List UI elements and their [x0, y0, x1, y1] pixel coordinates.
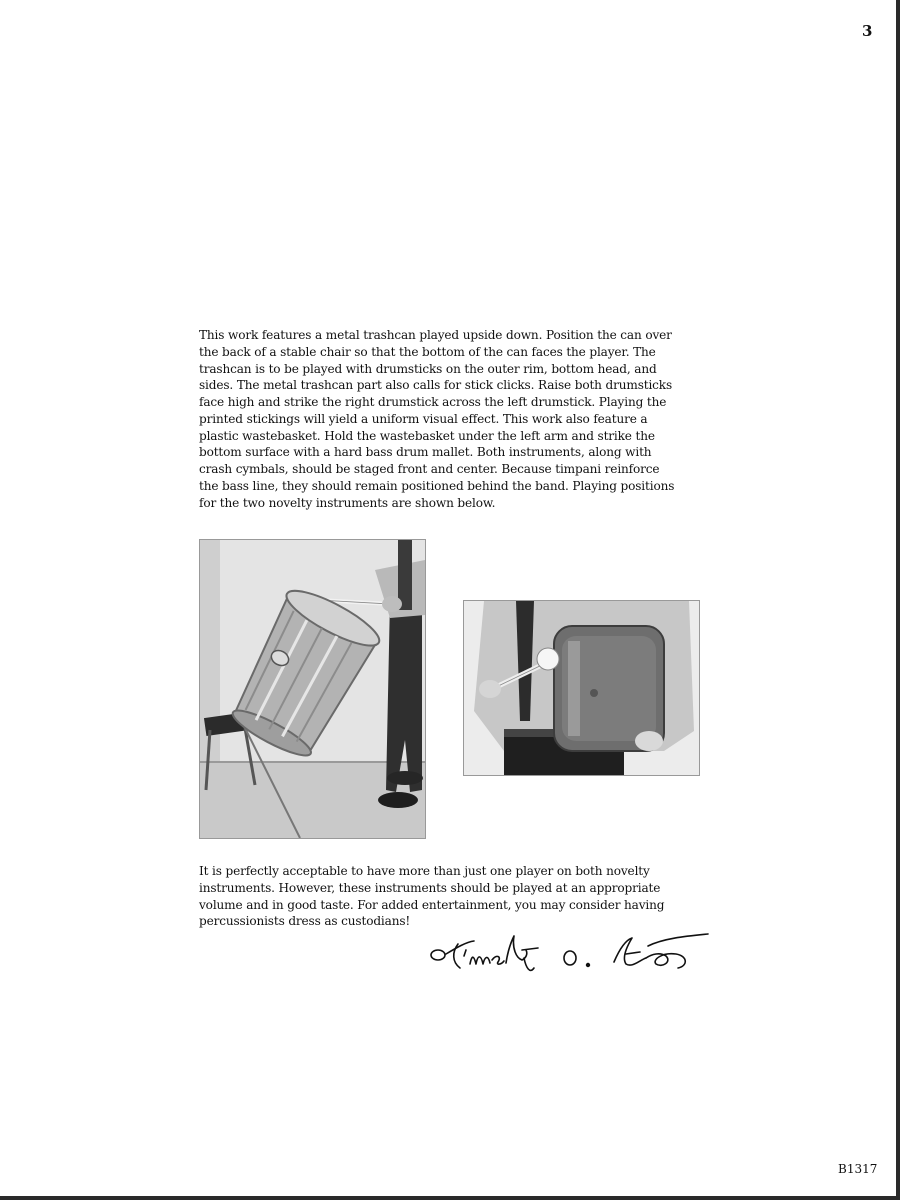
intro-line: face high and strike the right drumstick across the left drumstick. Playing the: [199, 395, 667, 409]
page-frame-bottom: [0, 1196, 900, 1200]
closing-line: instruments. However, these instruments should be played at an appropriate: [199, 880, 661, 895]
page-number: 3: [862, 22, 873, 40]
intro-line: sides. The metal trashcan part also calls for stick clicks. Raise both drumsticks: [199, 378, 673, 393]
intro-line: for the two novelty instruments are shown below.: [199, 495, 496, 510]
intro-line: plastic wastebasket. Hold the wastebasket under the left arm and strike the: [199, 428, 655, 443]
trashcan-illustration: [200, 540, 425, 838]
closing-line: volume and in good taste. For added entertainment, you may consider having: [199, 897, 665, 912]
trashcan-photo: [199, 539, 426, 839]
intro-line: bottom surface with a hard bass drum mallet. Both instruments, along with: [199, 445, 652, 460]
intro-paragraph: [199, 327, 699, 511]
signature: [426, 928, 716, 976]
intro-line: crash cymbals, should be staged front and center. Because timpani reinforce: [199, 462, 660, 476]
wastebasket-illustration: [464, 601, 699, 775]
wastebasket-photo: [463, 600, 700, 776]
closing-paragraph: [199, 863, 699, 930]
catalog-code: B1317: [838, 1162, 878, 1176]
closing-line: percussionists dress as custodians!: [199, 914, 411, 929]
intro-line: the bass line, they should remain positioned behind the band. Playing positions: [199, 478, 675, 493]
intro-line: trashcan is to be played with drumsticks on the outer rim, bottom head, and: [199, 361, 657, 376]
intro-line: printed stickings will yield a uniform visual effect. This work also feature a: [199, 411, 648, 426]
closing-line: It is perfectly acceptable to have more than just one player on both novelty: [199, 864, 650, 878]
page-frame-right: [896, 0, 900, 1200]
intro-line: This work features a metal trashcan played upside down. Position the can over: [199, 328, 672, 342]
intro-line: the back of a stable chair so that the bottom of the can faces the player. The: [199, 344, 656, 359]
